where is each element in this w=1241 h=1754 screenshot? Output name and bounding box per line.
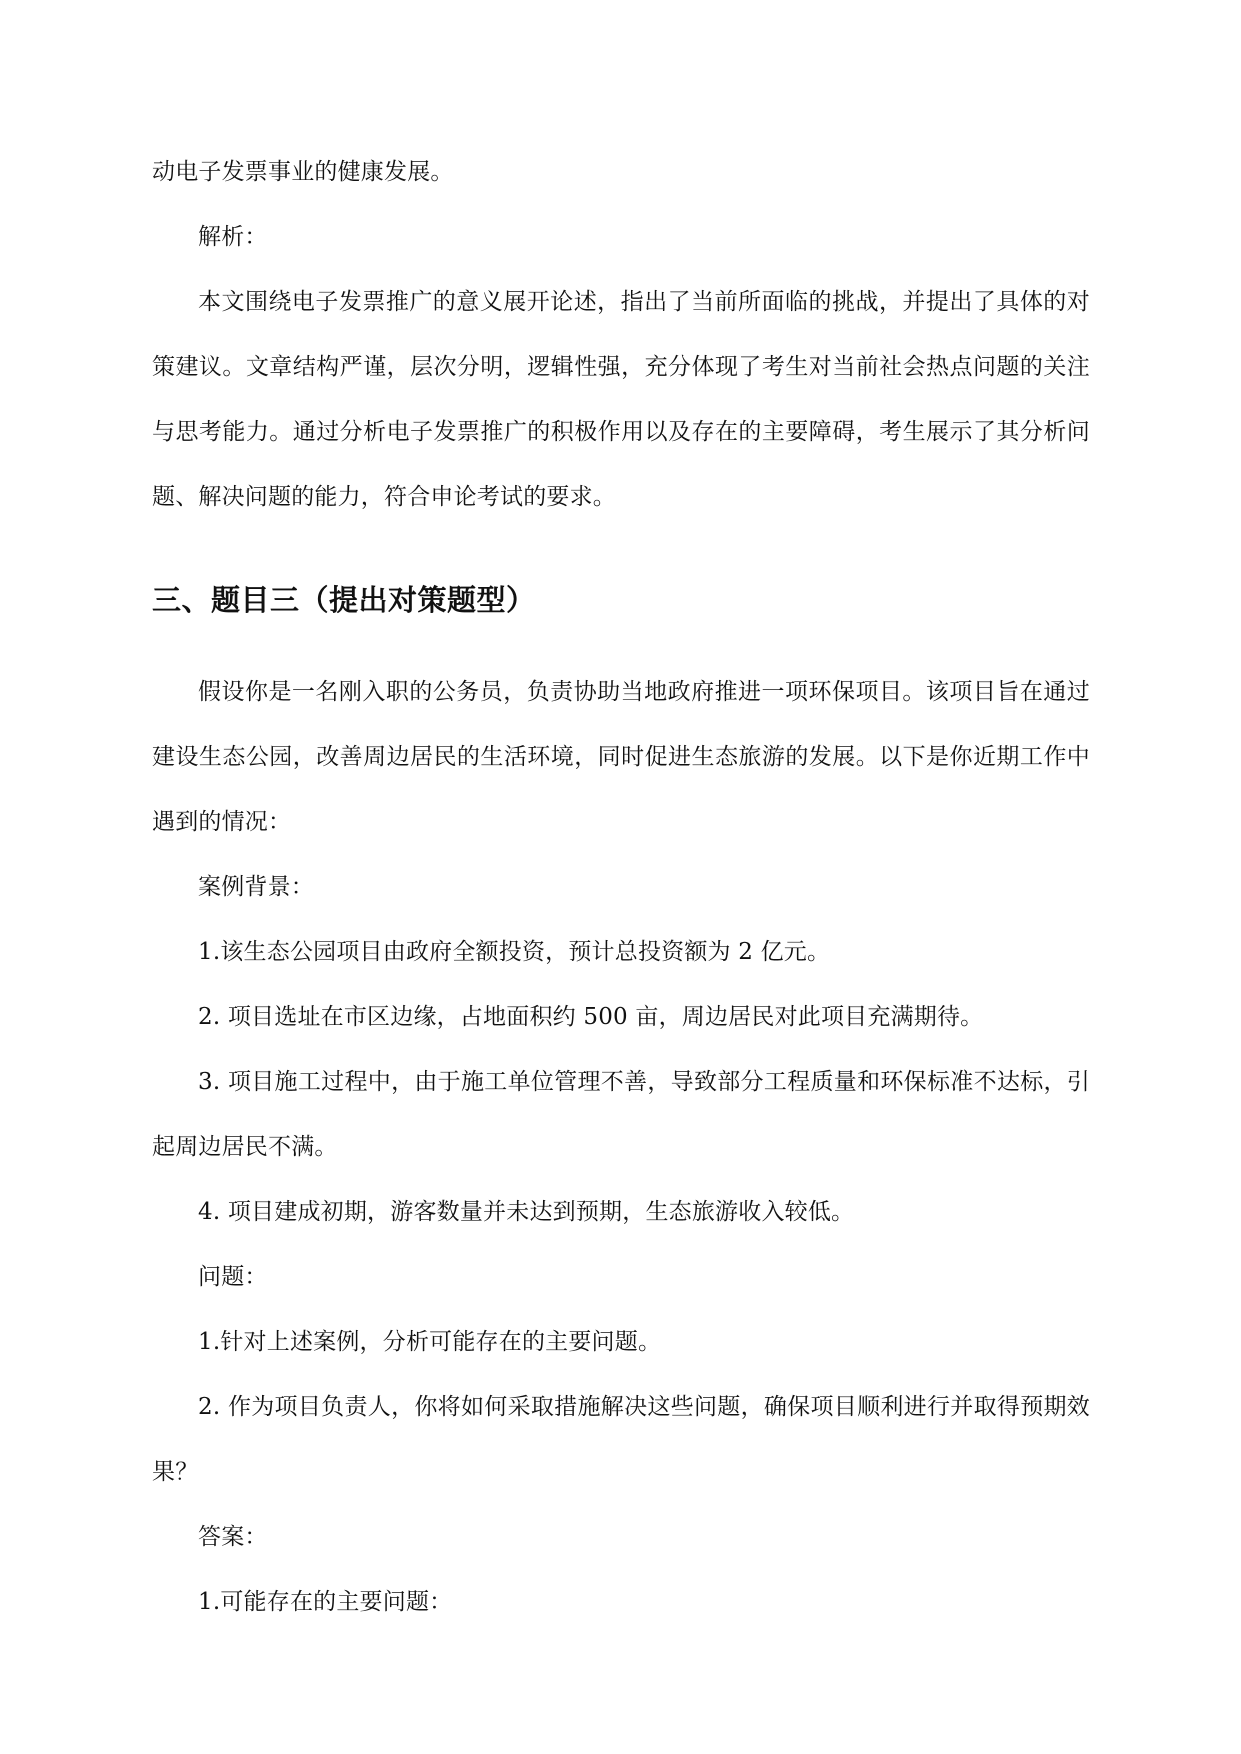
- document-body: [152, 140, 1090, 1635]
- scenario-paragraph: 假设你是一名刚入职的公务员，负责协助当地政府推进一项环保项目。该项目旨在通过建设生态公园，改善周边居民的生活环境，同时促进生态旅游的发展。以下是你近期工作中遇到的情况：: [152, 679, 1090, 835]
- analysis-label: 解析：: [198, 224, 268, 250]
- answer-label: 答案：: [198, 1524, 268, 1550]
- background-item: 2. 项目选址在市区边缘，占地面积约 500 亩，周边居民对此项目充满期待。: [198, 1004, 984, 1030]
- background-item: 3. 项目施工过程中，由于施工单位管理不善，导致部分工程质量和环保标准不达标，引起周边居民不满。: [152, 1069, 1090, 1160]
- answer-item: 1.可能存在的主要问题：: [198, 1589, 453, 1615]
- section-heading: 三、题目三（提出对策题型）: [152, 583, 536, 617]
- question-label: 问题：: [198, 1264, 268, 1290]
- analysis-paragraph: 本文围绕电子发票推广的意义展开论述，指出了当前所面临的挑战，并提出了具体的对策建议。文章结构严谨，层次分明，逻辑性强，充分体现了考生对当前社会热点问题的关注与思考能力。通过分析电子发票推广的积极作用以及存在的主要障碍，考生展示了其分析问题、解决问题的能力，符合申论考试的要求。: [152, 289, 1090, 510]
- background-item: 4. 项目建成初期，游客数量并未达到预期，生态旅游收入较低。: [198, 1199, 855, 1225]
- intro-tail-paragraph: 动电子发票事业的健康发展。: [152, 159, 454, 185]
- background-label: 案例背景：: [198, 874, 314, 900]
- question-item: 1.针对上述案例，分析可能存在的主要问题。: [198, 1329, 662, 1355]
- question-item: 2. 作为项目负责人，你将如何采取措施解决这些问题，确保项目顺利进行并取得预期效果？: [152, 1394, 1090, 1485]
- background-item: 1.该生态公园项目由政府全额投资，预计总投资额为 2 亿元。: [198, 939, 831, 965]
